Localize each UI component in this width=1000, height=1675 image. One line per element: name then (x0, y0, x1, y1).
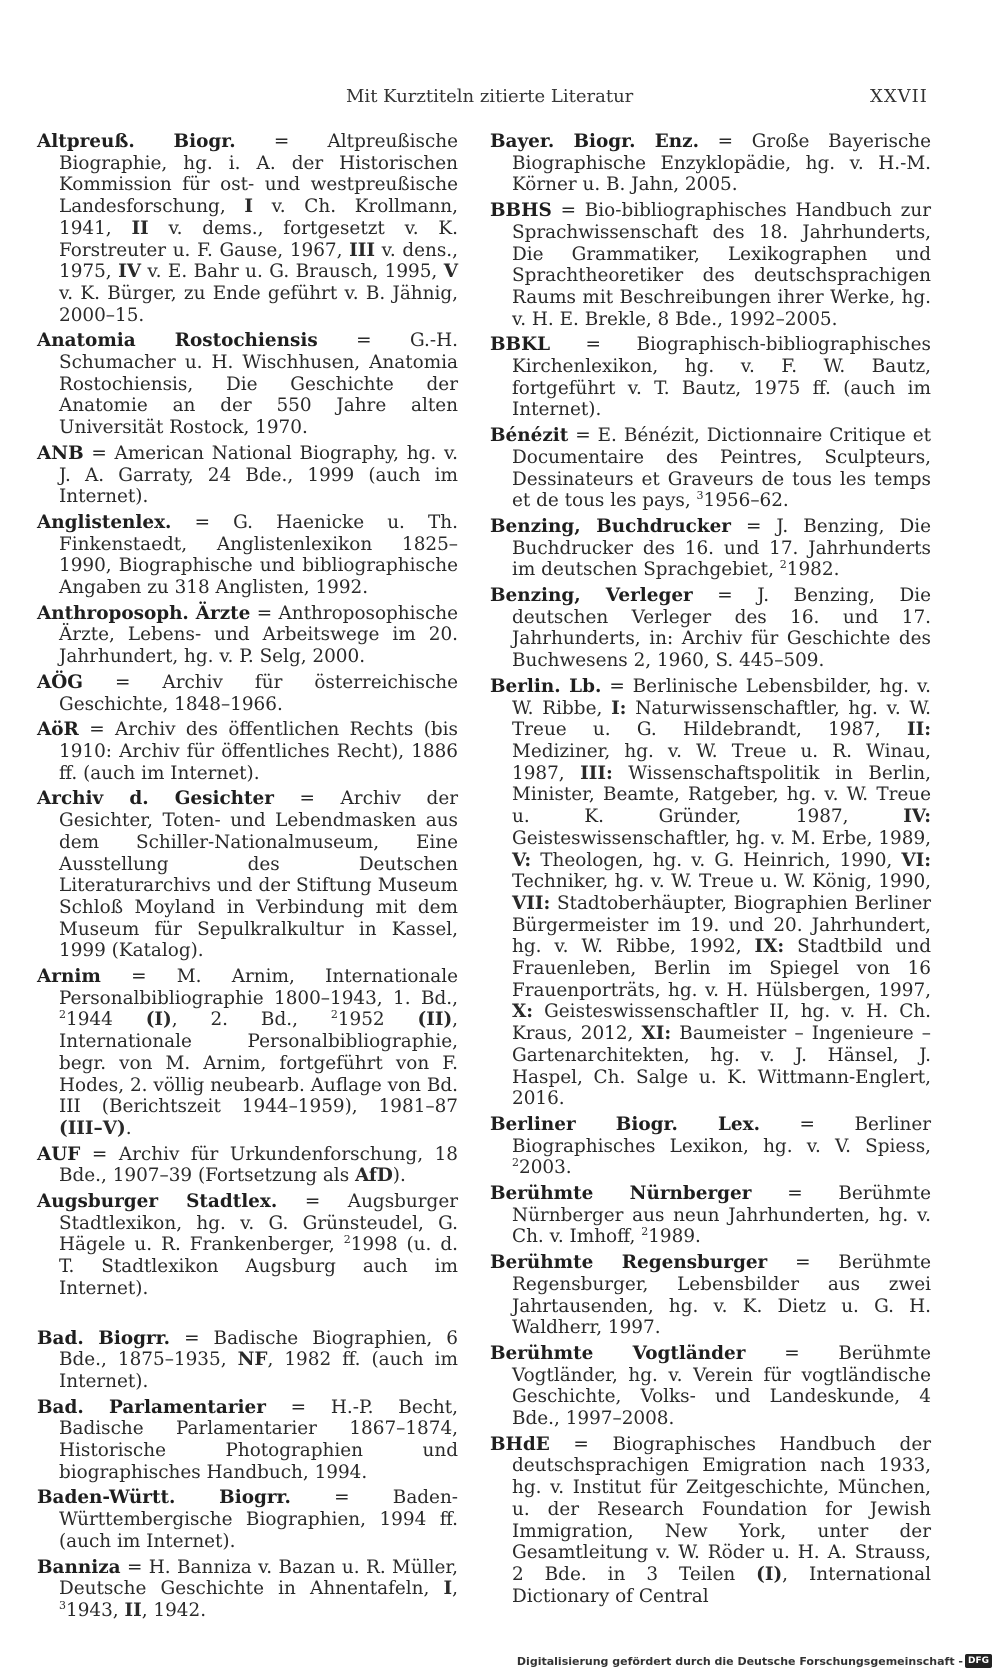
entry-abbreviation: Anglistenlex. (37, 511, 172, 533)
bibliography-entry: Benzing, Verleger = J. Benzing, Die deutschen Verleger des 16. und 17. Jahrhunderts, in: Archiv für Geschichte des Buchwesens 2, 1960, S. 445–509. (490, 585, 931, 672)
entry-abbreviation: Banniza (37, 1556, 121, 1578)
bibliography-entry: Berühmte Vogtländer = Berühmte Vogtländer, hg. v. Verein für vogtländische Geschichte, Volks- und Landeskunde, 4 Bde., 1997–2008. (490, 1342, 931, 1430)
entry-abbreviation: Augsburger Stadtlex. (37, 1191, 278, 1213)
edition-superscript: 2 (59, 1008, 66, 1022)
bibliography-entry: Berliner Biogr. Lex. = Berliner Biographisches Lexikon, hg. v. V. Spiess, $^2$2003. (490, 1113, 932, 1179)
bibliography-entry: Benzing, Buchdrucker = J. Benzing, Die Buchdrucker des 16. und 17. Jahrhunderts im deutschen Sprachgebiet, $^2$1982. (490, 515, 931, 581)
bibliography-entry: Banniza = H. Banniza v. Bazan u. R. Müller, Deutsche Geschichte in Ahnentafeln, I, $^3$1943, II, 1942. (37, 1556, 458, 1621)
volume-marker: XI: (641, 1023, 672, 1045)
volume-marker: III (349, 239, 375, 261)
edition-superscript: 3 (696, 489, 704, 503)
entry-abbreviation: AUF (37, 1143, 81, 1165)
volume-marker: II: (907, 719, 931, 741)
bibliography-entry: AÖG = Archiv für österreichische Geschichte, 1848–1966. (37, 671, 458, 715)
bibliography-entry: Bad. Biogrr. = Badische Biographien, 6 Bde., 1875–1935, NF, 1982 ff. (auch im Internet). (37, 1327, 459, 1392)
volume-marker: III: (580, 762, 613, 784)
bibliography-entry: Arnim = M. Arnim, Internationale Personalbibliographie 1800–1943, 1. Bd., $^2$1944 (I), 2. Bd., $^2$1952 (II), Internationale Personalbibliographie, begr. von M. Arnim, fortgeführt von F. Hodes, 2. völlig neubearb. Auflage von Bd. III (Berichtszeit 1944–1959), 1981–87 (III–V). (37, 966, 458, 1139)
volume-marker: VII: (512, 892, 551, 914)
entry-abbreviation: Bad. Biogrr. (37, 1327, 171, 1349)
entry-abbreviation: Berliner Biogr. Lex. (490, 1113, 760, 1135)
footer-text: Digitalisierung gefördert durch die Deutsche Forschungsgemeinschaft - (516, 1654, 963, 1668)
right-column (490, 131, 931, 1611)
volume-marker: (I) (145, 1009, 172, 1031)
volume-marker: IV: (903, 806, 931, 828)
entry-abbreviation: AÖG (37, 671, 83, 693)
entry-abbreviation: Archiv d. Gesichter (37, 788, 274, 810)
entry-abbreviation: Anatomia Rostochiensis (37, 330, 318, 352)
volume-marker: VI: (901, 849, 931, 871)
entry-abbreviation: Berühmte Regensburger (490, 1252, 768, 1274)
dfg-logo: DFG (965, 1654, 992, 1668)
entry-abbreviation: BBKL (490, 334, 551, 356)
entry-abbreviation: BHdE (490, 1433, 550, 1455)
volume-marker: V: (512, 849, 532, 871)
volume-marker: AfD (354, 1165, 393, 1187)
volume-marker: IX: (754, 936, 785, 958)
funding-footer (517, 1653, 992, 1669)
volume-marker: I: (611, 697, 627, 719)
volume-marker: (I) (756, 1564, 783, 1585)
volume-marker: II (131, 217, 149, 239)
volume-marker: (II) (417, 1009, 453, 1031)
bibliography-entry: Berlin. Lb. = Berlinische Lebensbilder, hg. v. W. Ribbe, I: Naturwissenschaftler, hg. v. W. Treue u. G. Hildebrandt, 1987, II: Mediziner, hg. v. W. Treue u. R. Winau, 1987, III: Wissenschaftspolitik in Berlin, Minister, Beamte, Ratgeber, hg. v. W. Treue u. K. Gründer, 1987, IV: Geisteswissenschaftler, hg. v. M. Erbe, 1989, V: Theologen, hg. v. G. Heinrich, 1990, VI: Techniker, hg. v. W. Treue u. W. König, 1990, VII: Stadtoberhäupter, Biographien Berliner Bürgermeister im 19. und 20. Jahrhundert, hg. v. W. Ribbe, 1992, IX: Stadtbild und Frauenleben, Berlin im Spiegel von 16 Frauenporträts, hg. v. H. Hülsbergen, 1997, X: Geisteswissenschaftler II, hg. v. H. Ch. Kraus, 2012, XI: Baumeister – Ingenieure – Gartenarchitekten, hg. v. J. Hänsel, J. Haspel, Ch. Salge u. K. Wittmann-Englert, 2016. (490, 675, 931, 1110)
volume-marker: NF (237, 1349, 268, 1371)
entry-abbreviation: Bayer. Biogr. Enz. (490, 131, 699, 152)
volume-marker: X: (512, 1001, 534, 1023)
volume-marker: IV (118, 261, 141, 283)
bibliography-entry: Bad. Parlamentarier = H.-P. Becht, Badische Parlamentarier 1867–1874, Historische Photographien und biographisches Handbuch, 1994. (37, 1396, 458, 1483)
edition-superscript: 2 (779, 558, 787, 572)
entry-abbreviation: ANB (37, 442, 84, 464)
left-column (37, 131, 458, 1626)
entry-abbreviation: AöR (37, 719, 79, 741)
bibliography-entry: AUF = Archiv für Urkundenforschung, 18 Bde., 1907–39 (Fortsetzung als AfD). (37, 1143, 458, 1187)
entry-abbreviation: Altpreuß. Biogr. (37, 131, 236, 152)
bibliography-entry: Bénézit = E. Bénézit, Dictionnaire Critique et Documentaire des Peintres, Sculpteurs, Dessinateurs et Graveurs de tous les temps et de tous les pays, $^3$1956–62. (490, 425, 931, 512)
bibliography-entry: BBKL = Biographisch-bibliographisches Kirchenlexikon, hg. v. F. W. Bautz, fortgeführt v. T. Bautz, 1975 ff. (auch im Internet). (490, 334, 931, 421)
entry-abbreviation: Bénézit (490, 425, 569, 447)
entry-abbreviation: Berühmte Vogtländer (490, 1342, 746, 1364)
running-head (0, 84, 1000, 114)
bibliography-entry: Augsburger Stadtlex. = Augsburger Stadtlexikon, hg. v. G. Grünsteudel, G. Hägele u. R. Frankenberger, $^2$1998 (u. d. T. Stadtlexikon Augsburg auch im Internet). (37, 1191, 458, 1299)
entry-abbreviation: Anthroposoph. Ärzte (37, 602, 251, 624)
entry-abbreviation: BBHS (490, 200, 552, 222)
entry-abbreviation: Bad. Parlamentarier (37, 1396, 266, 1418)
bibliography-entry: BHdE = Biographisches Handbuch der deutschsprachigen Emigration nach 1933, hg. v. Institut für Zeitgeschichte, München, u. der Research Foundation for Jewish Immigration, New York, unter der Gesamtleitung v. W. Röder u. H. A. Strauss, 2 Bde. in 3 Teilen (I), International Dictionary of Central (490, 1433, 931, 1607)
entry-abbreviation: Arnim (37, 966, 101, 988)
volume-marker: I (443, 1578, 453, 1600)
volume-marker: V (443, 261, 458, 283)
bibliography-entry: Baden-Württ. Biogrr. = Baden-Württembergische Biographien, 1994 ff. (auch im Internet). (37, 1487, 458, 1552)
volume-marker: I (244, 196, 253, 218)
bibliography-entry: Altpreuß. Biogr. = Altpreußische Biographie, hg. i. A. der Historischen Kommission für ost- und westpreußische Landesforschung, I v. Ch. Krollmann, 1941, II v. dems., fortgesetzt v. K. Forstreuter u. F. Gause, 1967, III v. dens., 1975, IV v. E. Bahr u. G. Brausch, 1995, V v. K. Bürger, zu Ende geführt v. B. Jähnig, 2000–15. (37, 131, 458, 326)
bibliography-entry: Anatomia Rostochiensis = G.-H. Schumacher u. H. Wischhusen, Anatomia Rostochiensis, Die Geschichte der Anatomie an der 550 Jahre alten Universität Rostock, 1970. (37, 330, 458, 439)
running-title: Mit Kurztiteln zitierte Literatur (346, 86, 634, 107)
bibliography-entry: AöR = Archiv des öffentlichen Rechts (bis 1910: Archiv für öffentliches Recht), 1886 ff. (auch im Internet). (37, 719, 458, 784)
edition-superscript: 2 (343, 1233, 351, 1247)
entry-abbreviation: Benzing, Buchdrucker (490, 515, 731, 537)
page-number: XXVII (870, 86, 928, 107)
bibliography-entry: Berühmte Regensburger = Berühmte Regensburger, Lebensbilder aus zwei Jahrtausenden, hg. v. K. Dietz u. G. H. Waldherr, 1997. (490, 1252, 931, 1339)
bibliography-entry: Bayer. Biogr. Enz. = Große Bayerische Biographische Enzyklopädie, hg. v. H.-M. Körner u. B. Jahn, 2005. (490, 131, 931, 196)
edition-superscript: 2 (641, 1225, 649, 1239)
bibliography-entry: BBHS = Bio-bibliographisches Handbuch zur Sprachwissenschaft des 18. Jahrhunderts, Die Grammatiker, Lexikographen und Sprachtheoretiker des deutschsprachigen Raums mit Beschreibungen ihrer Werke, hg. v. H. E. Brekle, 8 Bde., 1992–2005. (490, 200, 931, 330)
edition-superscript: 3 (59, 1599, 66, 1612)
volume-marker: II (124, 1600, 142, 1621)
entry-abbreviation: Berühmte Nürnberger (490, 1183, 752, 1205)
entry-abbreviation: Baden-Württ. Biogrr. (37, 1487, 291, 1509)
volume-marker: (III–V) (59, 1117, 126, 1139)
entry-abbreviation: Berlin. Lb. (490, 675, 602, 697)
entry-abbreviation: Benzing, Verleger (490, 585, 693, 607)
bibliography-entry: Archiv d. Gesichter = Archiv der Gesichter, Toten- und Lebendmasken aus dem Schiller-Nationalmuseum, Eine Ausstellung des Deutschen Literaturarchivs und der Stiftung Museum Schloß Moyland in Verbindung mit dem Museum für Sepulkralkultur in Kassel, 1999 (Katalog). (37, 788, 459, 962)
edition-superscript: 2 (330, 1008, 338, 1022)
bibliography-entry: Anglistenlex. = G. Haenicke u. Th. Finkenstaedt, Anglistenlexikon 1825–1990, Biographische und bibliographische Angaben zu 318 Anglisten, 1992. (37, 511, 458, 599)
bibliography-entry: Anthroposoph. Ärzte = Anthroposophische Ärzte, Lebens- und Arbeitswege im 20. Jahrhundert, hg. v. P. Selg, 2000. (37, 602, 458, 668)
bibliography-entry: Berühmte Nürnberger = Berühmte Nürnberger aus neun Jahrhunderten, hg. v. Ch. v. Imhoff, $^2$1989. (490, 1183, 931, 1248)
bibliography-entry: ANB = American National Biography, hg. v. J. A. Garraty, 24 Bde., 1999 (auch im Internet). (37, 442, 458, 508)
edition-superscript: 2 (512, 1156, 519, 1170)
